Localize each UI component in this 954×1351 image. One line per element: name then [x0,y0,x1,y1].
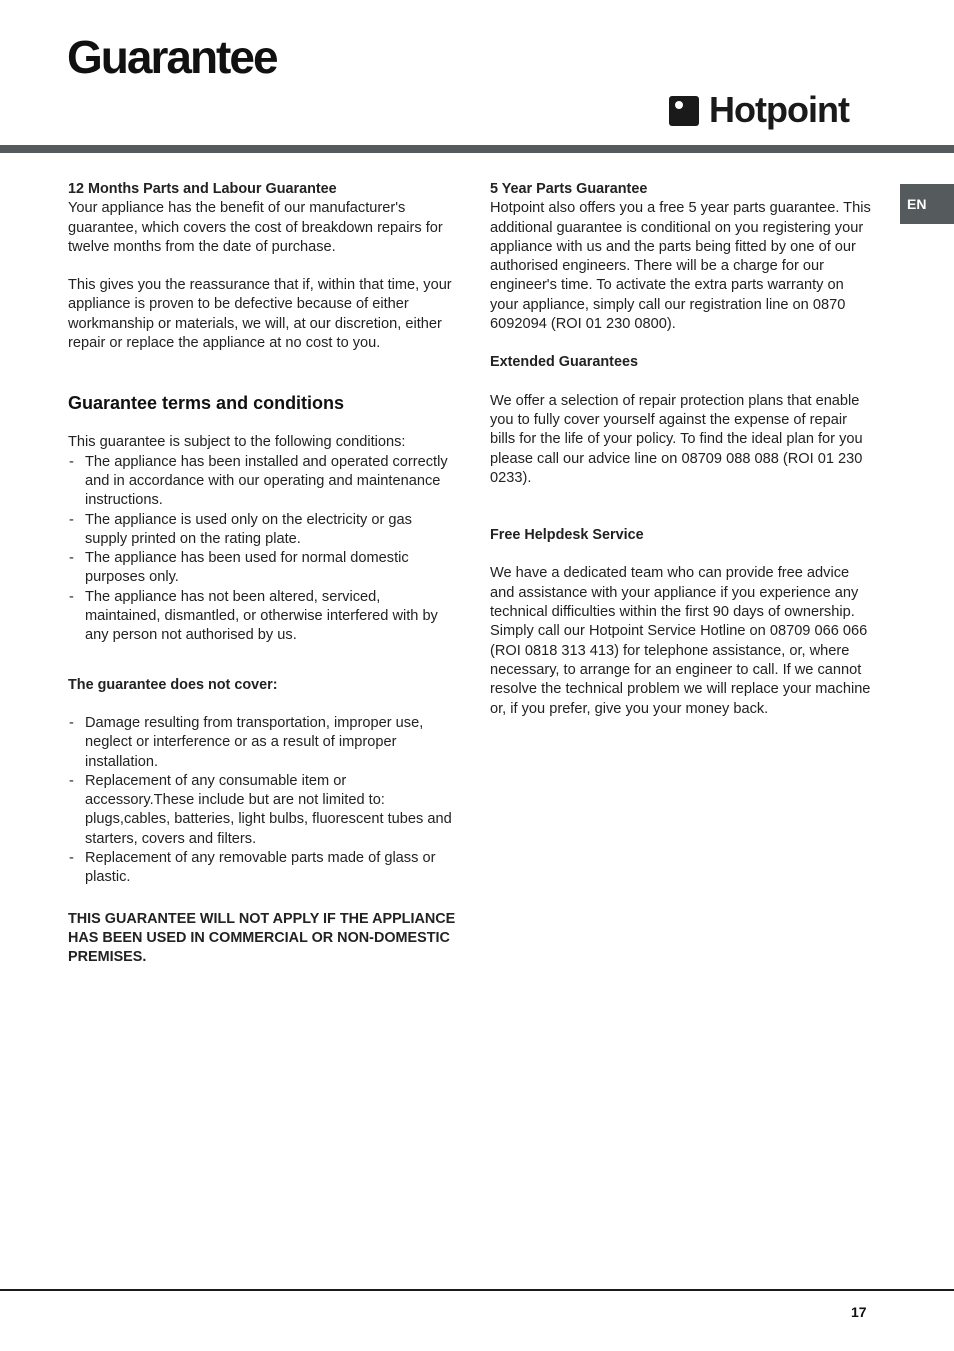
not-cover-heading: The guarantee does not cover: [68,676,278,693]
terms-heading: Guarantee terms and conditions [68,393,345,414]
months-guarantee-heading: 12 Months Parts and Labour Guarantee [68,181,337,197]
right-column [490,180,875,719]
page-number: 17 [851,1304,867,1320]
terms-intro: This guarantee is subject to the following conditions: [68,434,406,451]
left-column [68,180,458,968]
not-cover-list [68,714,458,888]
list-item: - Damage resulting from transportation, improper use, neglect or interference or as a result of improper installation. [68,714,458,772]
page-title: Guarantee [67,31,277,83]
commercial-use-warning: THIS GUARANTEE WILL NOT APPLY IF THE APPLIANCE HAS BEEN USED IN COMMERCIAL OR NON-DOMESTIC PREMISES. [68,910,456,966]
list-item: - Replacement of any consumable item or accessory.These include but are not limited to: plugs,cables, batteries, light bulbs, fluorescent tubes and starters, covers and filters. [68,772,458,849]
list-item: - The appliance has been used for normal domestic purposes only. [68,549,458,588]
list-item: - The appliance has not been altered, serviced, maintained, dismantled, or otherwise interfered with by any person not authorised by us. [68,588,458,646]
extended-guarantees-heading: Extended Guarantees [490,354,638,371]
helpdesk-heading: Free Helpdesk Service [490,527,644,544]
months-guarantee-paragraph-1: Your appliance has the benefit of our manufacturer's guarantee, which covers the cost of breakdown repairs for twelve months from the date of purchase. [68,200,443,255]
hotpoint-logo [669,90,849,134]
five-year-paragraph: Hotpoint also offers you a free 5 year parts guarantee. This additional guarantee is conditional on you registering your appliance with us and the parts being fitted by one of our authorised engineers. There will be a charge for our engineer's time. To activate the extra parts warranty on your appliance, simply call our registration line on 0870 6092094 (ROI 01 230 0800). [490,200,871,333]
months-guarantee-paragraph-2: This gives you the reassurance that if, within that time, your appliance is proven to be defective because of either workmanship or materials, we will, at our discretion, either repair or replace the appliance at no cost to you. [68,277,452,352]
helpdesk-paragraph: We have a dedicated team who can provide free advice and assistance with your appliance if you experience any technical difficulties within the first 90 days of ownership. Simply call our Hotpoint Service Hotline on 08709 066 066 (ROI 0818 313 413) for telephone assistance, or, where necessary, to arrange for an engineer to call. If we cannot resolve the technical problem we will replace your machine or, if you prefer, give you your money back. [490,565,871,717]
list-item: - The appliance has been installed and operated correctly and in accordance with our operating and maintenance instructions. [68,453,458,511]
extended-guarantees-paragraph: We offer a selection of repair protection plans that enable you to fully cover yourself against the expense of repair bills for the life of your policy. To find the ideal plan for you please call our advice line on 08709 088 088 (ROI 01 230 0233). [490,392,863,486]
hotpoint-logo-mark-icon [669,96,699,126]
header-divider [0,145,954,153]
footer-divider [0,1289,954,1291]
list-item: - Replacement of any removable parts made of glass or plastic. [68,849,458,888]
language-tab: EN [900,184,954,224]
five-year-heading: 5 Year Parts Guarantee [490,181,648,197]
terms-list [68,453,458,646]
brand-name: Hotpoint [709,89,849,130]
list-item: - The appliance is used only on the electricity or gas supply printed on the rating plate. [68,511,458,550]
